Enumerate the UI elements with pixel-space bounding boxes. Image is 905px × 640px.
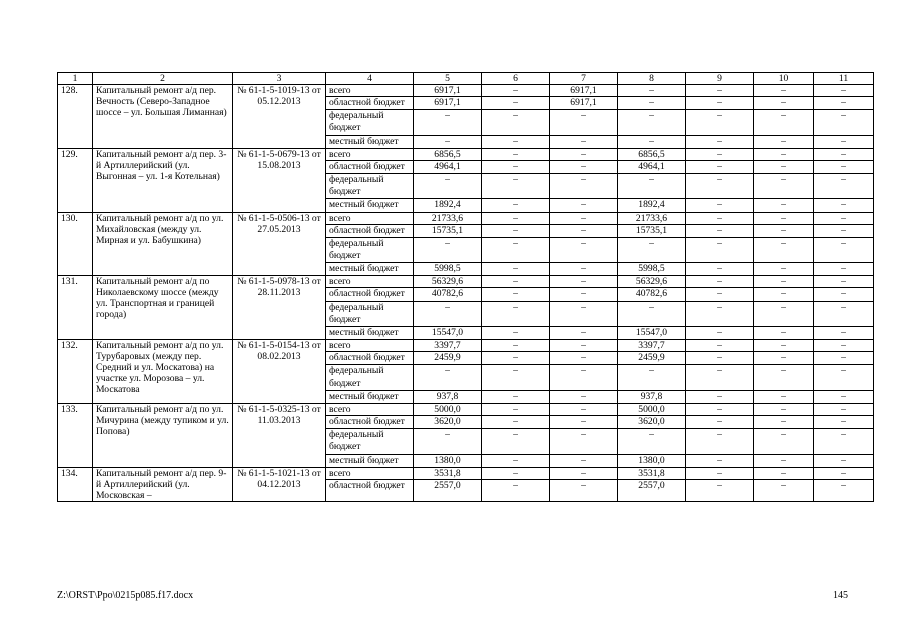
amount-cell: – — [482, 390, 550, 403]
funding-source: федеральный бюджет — [326, 301, 414, 326]
amount-cell: 15735,1 — [414, 224, 482, 237]
amount-cell: – — [482, 148, 550, 160]
column-header: 7 — [550, 73, 618, 85]
amount-cell: – — [482, 365, 550, 390]
amount-cell: – — [754, 237, 814, 262]
amount-cell: – — [814, 110, 874, 135]
object-title: Капитальный ремонт а/д по ул. Михайловская (между ул. Мирная и ул. Бабушкина) — [93, 212, 233, 276]
amount-cell: 3531,8 — [414, 467, 482, 479]
amount-cell: – — [414, 135, 482, 148]
amount-cell: – — [482, 276, 550, 288]
amount-cell: – — [686, 365, 754, 390]
amount-cell: – — [482, 212, 550, 224]
amount-cell: – — [618, 237, 686, 262]
amount-cell: – — [754, 199, 814, 212]
amount-cell: – — [482, 467, 550, 479]
amount-cell: – — [550, 416, 618, 429]
amount-cell: 1892,4 — [618, 199, 686, 212]
amount-cell: – — [814, 148, 874, 160]
amount-cell: – — [618, 301, 686, 326]
table-row — [58, 148, 874, 160]
amount-cell: – — [814, 327, 874, 340]
funding-source: федеральный бюджет — [326, 237, 414, 262]
amount-cell: – — [618, 174, 686, 199]
amount-cell: – — [814, 454, 874, 467]
amount-cell: – — [550, 390, 618, 403]
amount-cell: – — [482, 404, 550, 416]
funding-source: всего — [326, 467, 414, 479]
column-header: 1 — [58, 73, 93, 85]
amount-cell: – — [686, 97, 754, 110]
funding-source: всего — [326, 404, 414, 416]
column-header: 11 — [814, 73, 874, 85]
amount-cell: – — [814, 97, 874, 110]
row-number: 129. — [58, 148, 93, 212]
amount-cell: – — [754, 479, 814, 501]
amount-cell: – — [814, 263, 874, 276]
amount-cell: – — [814, 288, 874, 301]
amount-cell: – — [814, 301, 874, 326]
amount-cell: – — [814, 237, 874, 262]
amount-cell: – — [754, 390, 814, 403]
funding-source: всего — [326, 340, 414, 352]
document-number: № 61-1-5-0506-13 от 27.05.2013 — [233, 212, 326, 276]
amount-cell: – — [482, 174, 550, 199]
amount-cell: – — [686, 110, 754, 135]
amount-cell: 937,8 — [414, 390, 482, 403]
amount-cell: – — [814, 85, 874, 97]
amount-cell: – — [550, 263, 618, 276]
amount-cell: 4964,1 — [414, 160, 482, 173]
amount-cell: 6856,5 — [618, 148, 686, 160]
amount-cell: – — [754, 301, 814, 326]
amount-cell: 2557,0 — [414, 479, 482, 501]
amount-cell: – — [482, 135, 550, 148]
amount-cell: – — [686, 340, 754, 352]
column-header: 5 — [414, 73, 482, 85]
amount-cell: – — [550, 160, 618, 173]
amount-cell: – — [686, 404, 754, 416]
amount-cell: – — [754, 135, 814, 148]
amount-cell: – — [686, 288, 754, 301]
amount-cell: – — [414, 174, 482, 199]
amount-cell: – — [550, 148, 618, 160]
amount-cell: – — [686, 160, 754, 173]
amount-cell: – — [814, 352, 874, 365]
amount-cell: – — [550, 224, 618, 237]
amount-cell: 1380,0 — [618, 454, 686, 467]
funding-source: областной бюджет — [326, 479, 414, 501]
amount-cell: – — [550, 352, 618, 365]
amount-cell: – — [618, 135, 686, 148]
amount-cell: – — [754, 97, 814, 110]
funding-source: местный бюджет — [326, 327, 414, 340]
amount-cell: – — [482, 224, 550, 237]
amount-cell: – — [550, 174, 618, 199]
amount-cell: – — [754, 404, 814, 416]
amount-cell: 6856,5 — [414, 148, 482, 160]
amount-cell: – — [482, 97, 550, 110]
amount-cell: – — [482, 288, 550, 301]
funding-source: областной бюджет — [326, 97, 414, 110]
funding-source: местный бюджет — [326, 199, 414, 212]
amount-cell: – — [482, 263, 550, 276]
amount-cell: – — [686, 301, 754, 326]
amount-cell: – — [618, 110, 686, 135]
amount-cell: – — [814, 479, 874, 501]
header-row — [58, 73, 874, 85]
amount-cell: – — [686, 224, 754, 237]
document-number: № 61-1-5-0978-13 от 28.11.2013 — [233, 276, 326, 340]
column-header: 3 — [233, 73, 326, 85]
row-number: 134. — [58, 467, 93, 501]
object-title: Капитальный ремонт а/д по Николаевскому шоссе (между ул. Транспортная и границей города) — [93, 276, 233, 340]
document-number: № 61-1-5-0325-13 от 11.03.2013 — [233, 404, 326, 468]
amount-cell: 3531,8 — [618, 467, 686, 479]
table-body — [58, 73, 874, 502]
amount-cell: – — [550, 404, 618, 416]
funding-source: федеральный бюджет — [326, 365, 414, 390]
amount-cell: – — [814, 276, 874, 288]
amount-cell: – — [814, 467, 874, 479]
funding-source: областной бюджет — [326, 224, 414, 237]
document-number: № 61-1-5-0679-13 от 15.08.2013 — [233, 148, 326, 212]
amount-cell: – — [754, 352, 814, 365]
amount-cell: – — [550, 327, 618, 340]
page-number: 145 — [833, 590, 848, 601]
amount-cell: 2459,9 — [618, 352, 686, 365]
column-header: 9 — [686, 73, 754, 85]
column-header: 2 — [93, 73, 233, 85]
document-number: № 61-1-5-1019-13 от 05.12.2013 — [233, 85, 326, 149]
amount-cell: – — [550, 479, 618, 501]
amount-cell: 3397,7 — [618, 340, 686, 352]
amount-cell: – — [754, 110, 814, 135]
amount-cell: – — [754, 276, 814, 288]
amount-cell: – — [482, 199, 550, 212]
amount-cell: 4964,1 — [618, 160, 686, 173]
amount-cell: – — [686, 174, 754, 199]
amount-cell: 937,8 — [618, 390, 686, 403]
column-header: 8 — [618, 73, 686, 85]
table-row — [58, 276, 874, 288]
document-number: № 61-1-5-0154-13 от 08.02.2013 — [233, 340, 326, 404]
amount-cell: – — [686, 148, 754, 160]
funding-source: всего — [326, 85, 414, 97]
amount-cell: – — [754, 212, 814, 224]
table-row — [58, 340, 874, 352]
amount-cell: 5000,0 — [618, 404, 686, 416]
amount-cell: 3620,0 — [414, 416, 482, 429]
amount-cell: 6917,1 — [550, 85, 618, 97]
amount-cell: – — [754, 327, 814, 340]
amount-cell: – — [550, 340, 618, 352]
amount-cell: – — [814, 429, 874, 454]
amount-cell: – — [550, 135, 618, 148]
amount-cell: – — [414, 237, 482, 262]
budget-table — [57, 72, 874, 502]
funding-source: областной бюджет — [326, 288, 414, 301]
funding-source: областной бюджет — [326, 352, 414, 365]
funding-source: всего — [326, 212, 414, 224]
funding-source: областной бюджет — [326, 160, 414, 173]
amount-cell: – — [754, 148, 814, 160]
amount-cell: – — [686, 429, 754, 454]
funding-source: федеральный бюджет — [326, 429, 414, 454]
amount-cell: – — [414, 301, 482, 326]
amount-cell: – — [754, 467, 814, 479]
amount-cell: – — [618, 85, 686, 97]
amount-cell: – — [686, 479, 754, 501]
amount-cell: – — [754, 174, 814, 199]
object-title: Капитальный ремонт а/д по ул. Мичурина (между тупиком и ул. Попова) — [93, 404, 233, 468]
amount-cell: – — [414, 429, 482, 454]
amount-cell: 6917,1 — [414, 97, 482, 110]
amount-cell: – — [482, 340, 550, 352]
amount-cell: – — [686, 199, 754, 212]
amount-cell: 56329,6 — [618, 276, 686, 288]
amount-cell: – — [550, 199, 618, 212]
table-row — [58, 467, 874, 479]
funding-source: местный бюджет — [326, 263, 414, 276]
amount-cell: – — [754, 454, 814, 467]
amount-cell: – — [814, 212, 874, 224]
object-title: Капитальный ремонт а/д по ул. Турубаровых (между пер. Средний и ул. Москатова) на участке ул. Морозова – ул. Москатова — [93, 340, 233, 404]
amount-cell: – — [814, 416, 874, 429]
amount-cell: – — [618, 365, 686, 390]
amount-cell: 3620,0 — [618, 416, 686, 429]
amount-cell: 1380,0 — [414, 454, 482, 467]
amount-cell: – — [754, 429, 814, 454]
amount-cell: 40782,6 — [618, 288, 686, 301]
amount-cell: – — [754, 160, 814, 173]
funding-source: местный бюджет — [326, 135, 414, 148]
amount-cell: – — [482, 301, 550, 326]
amount-cell: – — [686, 263, 754, 276]
amount-cell: 21733,6 — [618, 212, 686, 224]
column-header: 6 — [482, 73, 550, 85]
column-header: 4 — [326, 73, 414, 85]
amount-cell: – — [550, 467, 618, 479]
amount-cell: 56329,6 — [414, 276, 482, 288]
amount-cell: – — [686, 327, 754, 340]
amount-cell: – — [550, 110, 618, 135]
amount-cell: 5000,0 — [414, 404, 482, 416]
amount-cell: – — [482, 110, 550, 135]
amount-cell: 15547,0 — [414, 327, 482, 340]
amount-cell: 2459,9 — [414, 352, 482, 365]
amount-cell: – — [814, 160, 874, 173]
amount-cell: – — [482, 429, 550, 454]
amount-cell: – — [550, 288, 618, 301]
amount-cell: – — [550, 212, 618, 224]
amount-cell: – — [414, 110, 482, 135]
amount-cell: – — [754, 85, 814, 97]
table-row — [58, 85, 874, 97]
amount-cell: 15735,1 — [618, 224, 686, 237]
amount-cell: 5998,5 — [618, 263, 686, 276]
amount-cell: – — [754, 288, 814, 301]
amount-cell: – — [482, 479, 550, 501]
amount-cell: – — [550, 237, 618, 262]
table-row — [58, 212, 874, 224]
funding-source: местный бюджет — [326, 390, 414, 403]
amount-cell: – — [550, 429, 618, 454]
file-path: Z:\ORST\Ppo\0215p085.f17.docx — [57, 590, 194, 601]
object-title: Капитальный ремонт а/д пер. 3-й Артиллерийский (ул. Выгонная – ул. 1-я Котельная) — [93, 148, 233, 212]
amount-cell: – — [482, 454, 550, 467]
amount-cell: 5998,5 — [414, 263, 482, 276]
amount-cell: – — [686, 85, 754, 97]
amount-cell: – — [814, 135, 874, 148]
amount-cell: 6917,1 — [414, 85, 482, 97]
amount-cell: – — [814, 404, 874, 416]
column-header: 10 — [754, 73, 814, 85]
amount-cell: – — [686, 135, 754, 148]
amount-cell: – — [686, 276, 754, 288]
amount-cell: – — [754, 416, 814, 429]
amount-cell: – — [686, 212, 754, 224]
amount-cell: – — [482, 416, 550, 429]
amount-cell: – — [550, 454, 618, 467]
amount-cell: 40782,6 — [414, 288, 482, 301]
funding-source: всего — [326, 148, 414, 160]
amount-cell: – — [482, 160, 550, 173]
funding-source: федеральный бюджет — [326, 174, 414, 199]
amount-cell: 21733,6 — [414, 212, 482, 224]
amount-cell: – — [686, 352, 754, 365]
row-number: 130. — [58, 212, 93, 276]
amount-cell: – — [482, 352, 550, 365]
amount-cell: – — [482, 85, 550, 97]
amount-cell: – — [814, 390, 874, 403]
amount-cell: 15547,0 — [618, 327, 686, 340]
amount-cell: 1892,4 — [414, 199, 482, 212]
row-number: 133. — [58, 404, 93, 468]
amount-cell: – — [754, 340, 814, 352]
amount-cell: – — [814, 224, 874, 237]
funding-source: всего — [326, 276, 414, 288]
row-number: 128. — [58, 85, 93, 149]
table-row — [58, 404, 874, 416]
amount-cell: – — [754, 224, 814, 237]
amount-cell: – — [686, 237, 754, 262]
amount-cell: – — [686, 467, 754, 479]
row-number: 132. — [58, 340, 93, 404]
amount-cell: – — [550, 276, 618, 288]
amount-cell: – — [618, 429, 686, 454]
funding-source: местный бюджет — [326, 454, 414, 467]
amount-cell: – — [550, 301, 618, 326]
amount-cell: – — [618, 97, 686, 110]
amount-cell: – — [414, 365, 482, 390]
amount-cell: – — [814, 340, 874, 352]
object-title: Капитальный ремонт а/д пер. 9-й Артиллерийский (ул. Московская – — [93, 467, 233, 501]
amount-cell: – — [814, 199, 874, 212]
amount-cell: – — [550, 365, 618, 390]
amount-cell: – — [754, 263, 814, 276]
amount-cell: – — [814, 174, 874, 199]
amount-cell: – — [814, 365, 874, 390]
amount-cell: – — [754, 365, 814, 390]
amount-cell: – — [482, 327, 550, 340]
amount-cell: – — [482, 237, 550, 262]
amount-cell: – — [686, 454, 754, 467]
funding-source: областной бюджет — [326, 416, 414, 429]
amount-cell: – — [686, 390, 754, 403]
amount-cell: – — [686, 416, 754, 429]
object-title: Капитальный ремонт а/д пер. Вечность (Северо-Западное шоссе – ул. Большая Лиманная) — [93, 85, 233, 149]
document-number: № 61-1-5-1021-13 от 04.12.2013 — [233, 467, 326, 501]
funding-source: федеральный бюджет — [326, 110, 414, 135]
amount-cell: 6917,1 — [550, 97, 618, 110]
amount-cell: 3397,7 — [414, 340, 482, 352]
amount-cell: 2557,0 — [618, 479, 686, 501]
row-number: 131. — [58, 276, 93, 340]
